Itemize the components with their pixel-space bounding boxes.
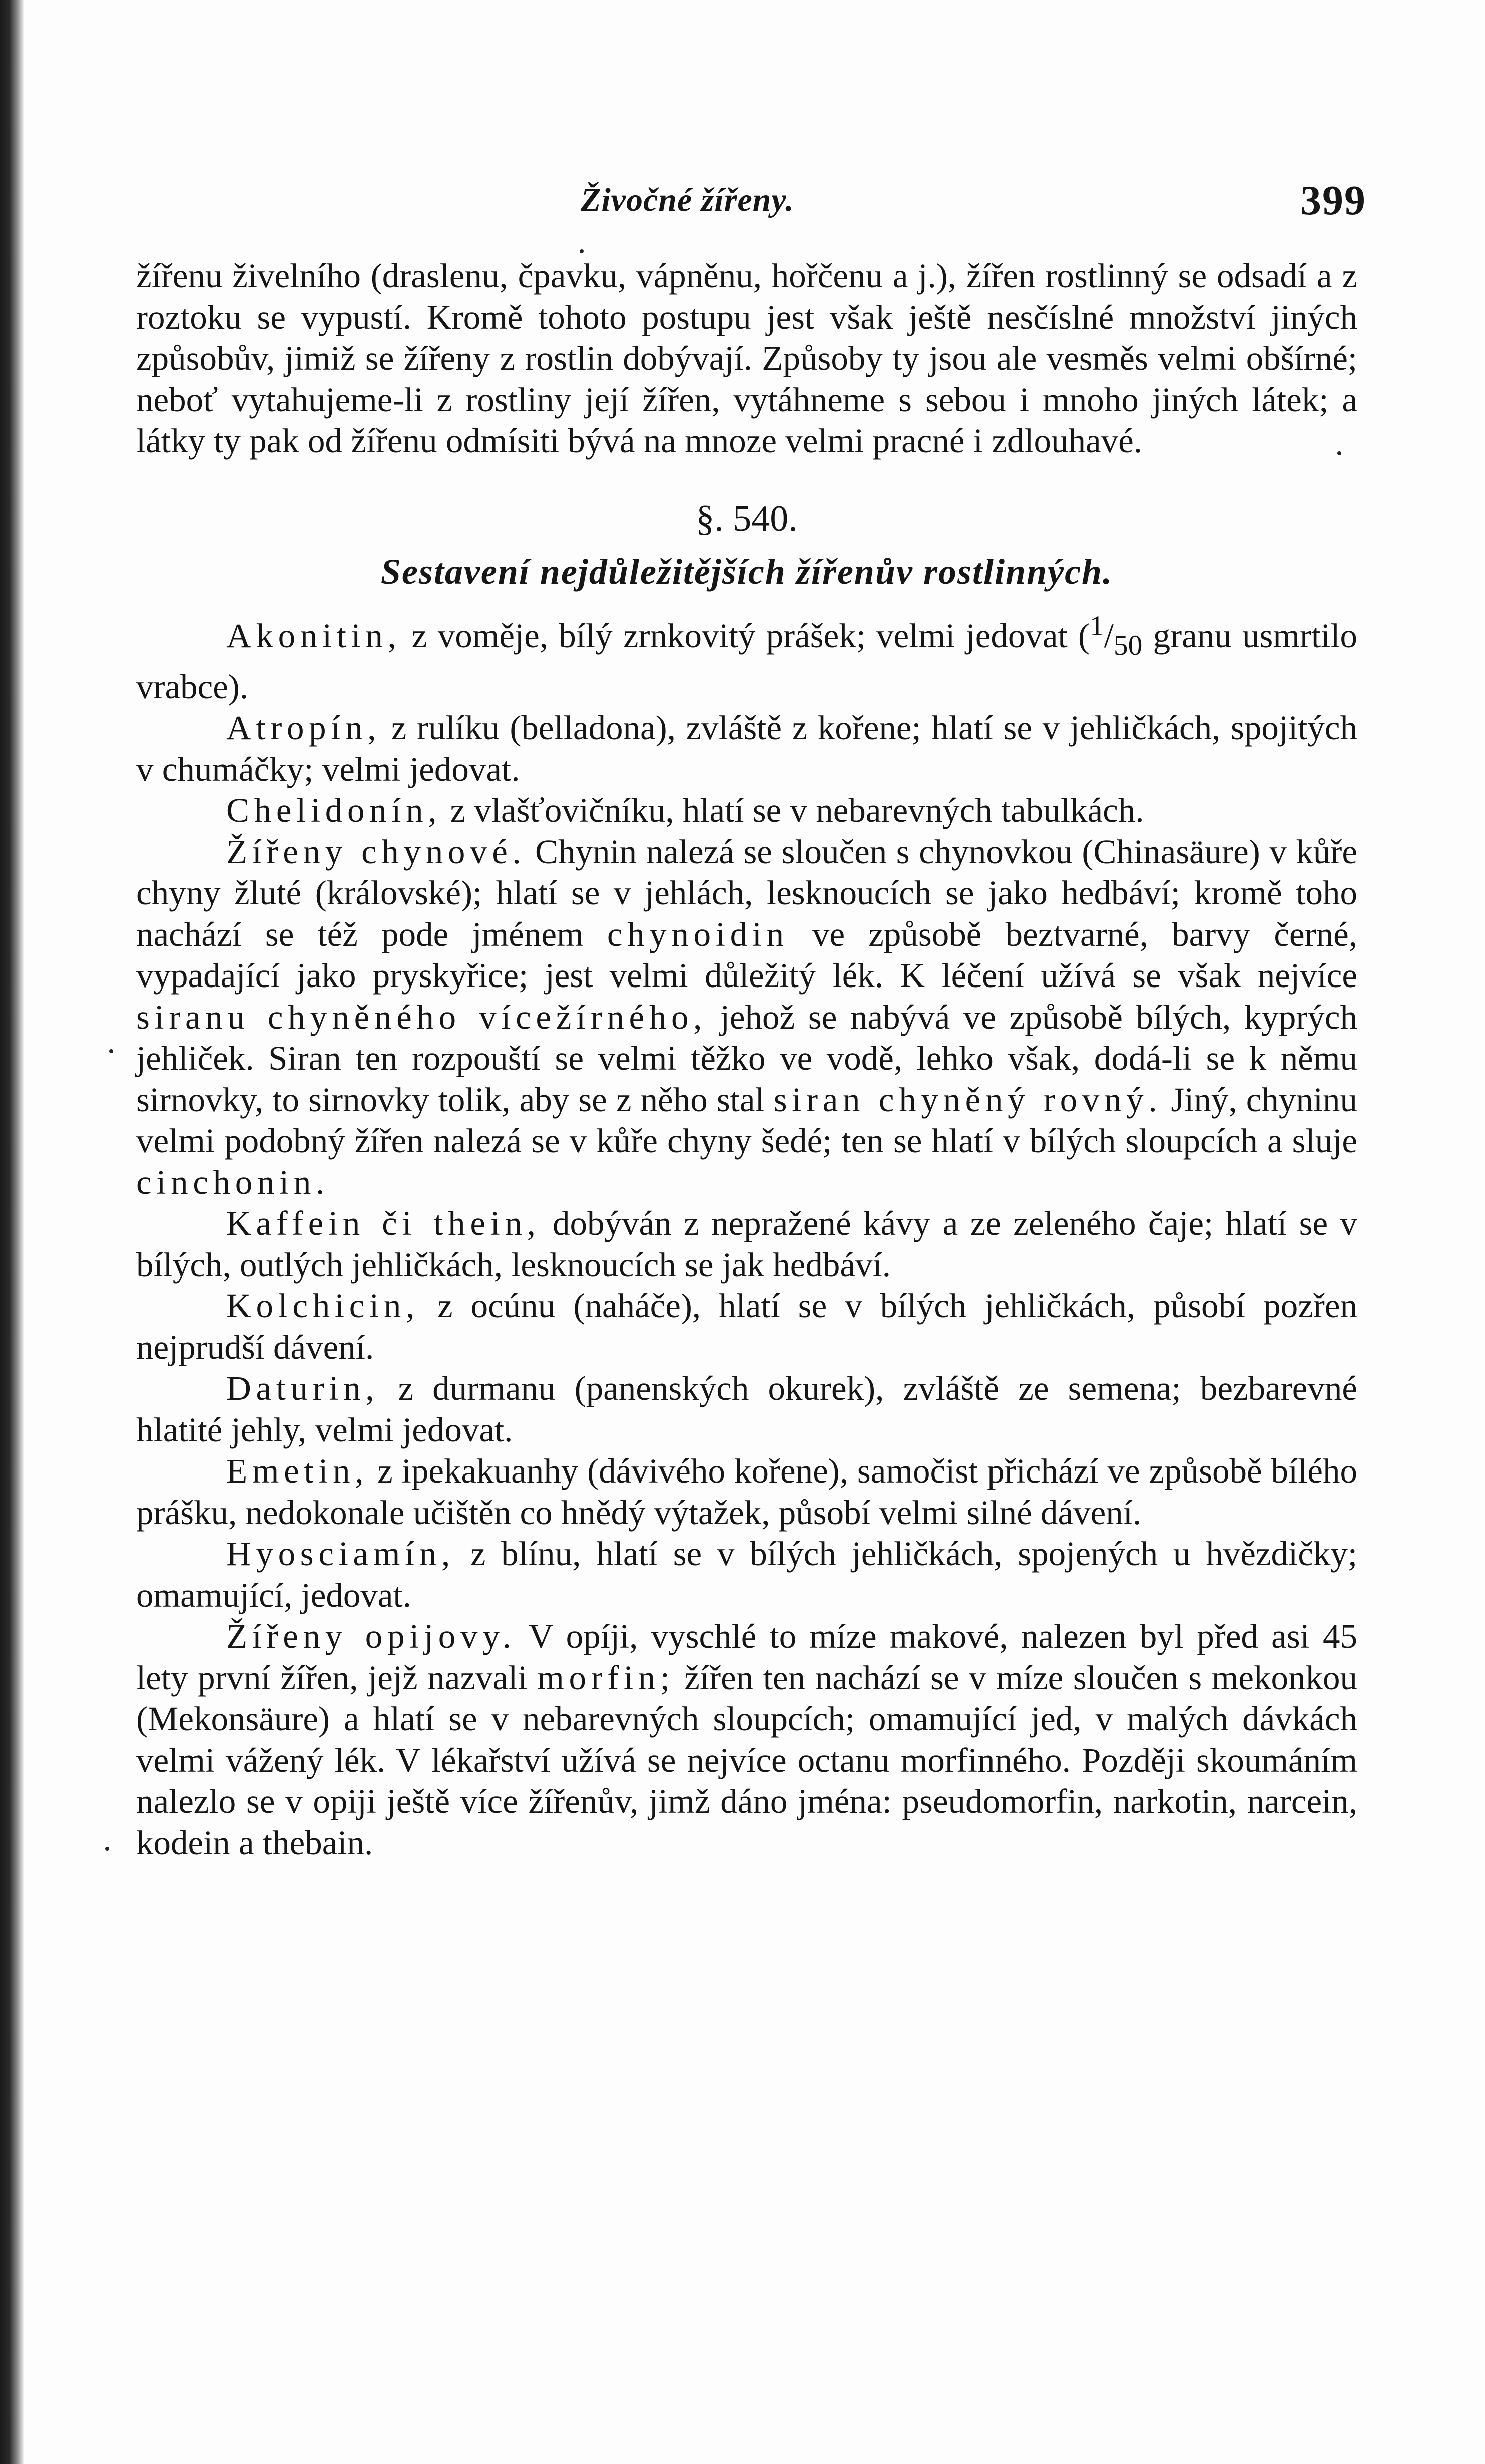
entry-akonitin: Akonitin, z voměje, bílý zrnkovitý prášek; velmi jedovat ($^1/_{50}$ granu usmrtilo vrabce).: [136, 610, 1357, 706]
page-header: [140, 176, 1366, 231]
entry-emetin: Emetin, z ipekakuanhy (dávivého kořene), samočist přichází ve způsobě bílého prášku, nedokonale učištěn co hnědý výtažek, působí velmi silné dávení.: [136, 1452, 1357, 1532]
print-speck: [580, 249, 584, 253]
spaced-term: cinchonin.: [136, 1163, 329, 1201]
entry-chelidonin: Chelidonín, z vlašťovičníku, hlatí se v nebarevných tabulkách.: [226, 791, 1144, 830]
entry-hyosciamin: Hyosciamín, z blínu, hlatí se v bílých jehličkách, spojených u hvězdičky; omamující, jedovat.: [136, 1535, 1357, 1614]
running-head: Živočné žířeny.: [581, 182, 794, 218]
section-number: §. 540.: [696, 498, 798, 539]
body-text: [136, 255, 1357, 1863]
entry-term: Emetin,: [226, 1452, 369, 1491]
spaced-term: siranu chyněného vícežírného,: [136, 998, 707, 1036]
entry-kolchicin: Kolchicin, z ocúnu (naháče), hlatí se v bílých jehličkách, působí pozřen nejprudší dávení.: [136, 1287, 1357, 1366]
section-title: Sestavení nejdůležitějších žířenův rostlinných.: [380, 552, 1113, 592]
entry-term: Žířeny opijovy.: [226, 1617, 516, 1656]
entry-term: Kaffein či thein,: [226, 1204, 541, 1243]
entry-term: Hyosciamín,: [226, 1535, 455, 1573]
entry-term: Atropín,: [226, 709, 381, 747]
entry-atropin: Atropín, z rulíku (belladona), zvláště z kořene; hlatí se v jehličkách, spojitých v chumáčky; velmi jedovat.: [136, 709, 1357, 788]
print-speck: [105, 1847, 109, 1851]
print-speck: [1337, 451, 1341, 455]
spaced-term: siran chyněný rovný.: [773, 1080, 1162, 1119]
page-number: 399: [1300, 177, 1366, 224]
entry-kaffein: Kaffein či thein, dobýván z nepražené kávy a ze zeleného čaje; hlatí se v bílých, outlých jehličkách, lesknoucích se jak hedbáví.: [136, 1204, 1357, 1284]
print-speck: [109, 1049, 113, 1053]
entry-term: Chelidonín,: [226, 791, 442, 830]
entry-opium: Žířeny opijovy. V opíji, vyschlé to míze makové, nalezen byl před asi 45 lety první žířen, jejž nazvali morfin; žířen ten nachází se v míze sloučen s mekonkou (Mekonsäure) a hlatí se v nebarevných sloupcích; omamující jed, v malých dávkách velmi vážený lék. V lékařství užívá se nejvíce octanu morfinného. Později skoumáním nalezlo se v opiji ještě více žířenův, jimž dáno jména: pseudomorfin, narkotin, narcein, kodein a thebain.: [136, 1617, 1358, 1862]
intro-paragraph: žířenu živelního (draslenu, čpavku, vápněnu, hořčenu a j.), žířen rostlinný se odsadí a z roztoku se vypustí. Kromě tohoto postupu jest však ještě nesčíslné množství jiných způsobův, jimiž se žířeny z rostlin dobývají. Způsoby ty jsou ale vesměs velmi obšírné; neboť vytahujeme-li z rostliny její žířen, vytáhneme s sebou i mnoho jiných látek; a látky ty pak od žířenu odmísiti bývá na mnoze velmi pracné i zdlouhavé.: [136, 257, 1357, 460]
fraction-denominator: 50: [1113, 629, 1143, 661]
fraction-numerator: 1: [1089, 610, 1104, 642]
entry-daturin: Daturin, z durmanu (panenských okurek), zvláště ze semena; bezbarevné hlatité jehly, velmi jedovat.: [136, 1369, 1357, 1449]
entry-chyny: Žířeny chynové. Chynin nalezá se sloučen s chynovkou (Chinasäure) v kůře chyny žluté (královské); hlatí se v jehlách, lesknoucích se jako hedbáví; kromě toho nachází se též pode jménem chynoidin ve způsobě beztvarné, barvy černé, vypadající jako pryskyřice; jest velmi důležitý lék. K léčení užívá se však nejvíce siranu chyněného vícežírného, jehož se nabývá ve způsobě bílých, kyprých jehliček. Siran ten rozpouští se velmi těžko ve vodě, lehko však, dodá-li se k němu sirnovky, to sirnovky tolik, aby se z něho stal siran chyněný rovný. Jiný, chyninu velmi podobný žířen nalezá se v kůře chyny šedé; ten se hlatí v bílých sloupcích a sluje cinchonin.: [136, 832, 1358, 1201]
entry-term: Žířeny chynové.: [226, 832, 526, 871]
entry-term: Akonitin,: [226, 616, 401, 655]
entry-term: Kolchicin,: [226, 1287, 419, 1325]
spaced-term: morfin;: [537, 1658, 675, 1697]
entry-term: Daturin,: [226, 1369, 379, 1408]
page-spine-shadow: [0, 0, 24, 2464]
spaced-term: chynoidin: [607, 915, 789, 953]
